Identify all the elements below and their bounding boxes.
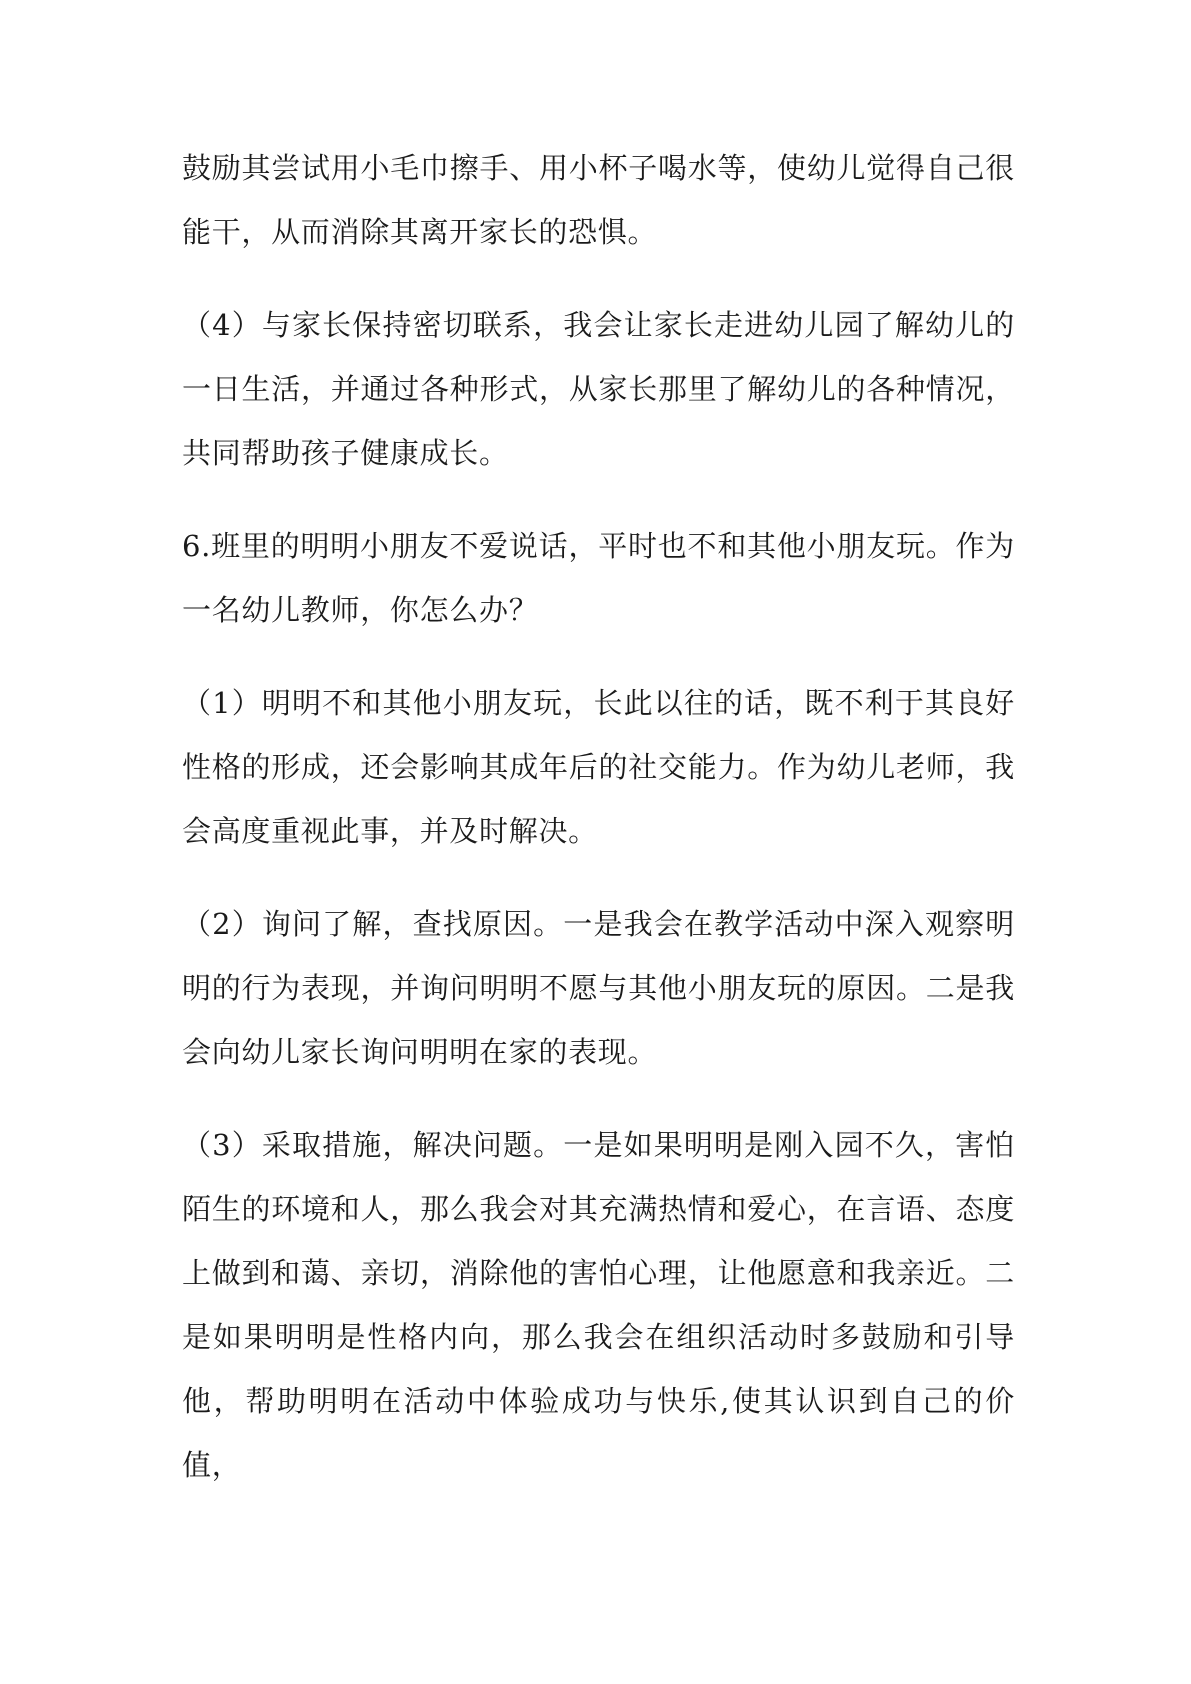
paragraph-point-4: （4）与家长保持密切联系，我会让家长走进幼儿园了解幼儿的一日生活，并通过各种形式，从家长那里了解幼儿的各种情况，共同帮助孩子健康成长。 xyxy=(182,308,1015,470)
paragraph-continuation: 鼓励其尝试用小毛巾擦手、用小杯子喝水等，使幼儿觉得自己很能干，从而消除其离开家长的恐惧。 xyxy=(182,151,1015,249)
question-6: 6.班里的明明小朋友不爱说话，平时也不和其他小朋友玩。作为一名幼儿教师，你怎么办？ xyxy=(182,529,1015,627)
answer-point-3: （3）采取措施，解决问题。一是如果明明是刚入园不久，害怕陌生的环境和人，那么我会对其充满热情和爱心，在言语、态度上做到和蔼、亲切，消除他的害怕心理，让他愿意和我亲近。二是如果明明是性格内向，那么我会在组织活动时多鼓励和引导他，帮助明明在活动中体验成功与快乐,使其认识到自己的价值， xyxy=(182,1128,1015,1482)
answer-point-1: （1）明明不和其他小朋友玩，长此以往的话，既不利于其良好性格的形成，还会影响其成年后的社交能力。作为幼儿老师，我会高度重视此事，并及时解决。 xyxy=(182,686,1015,848)
answer-point-2: （2）询问了解，查找原因。一是我会在教学活动中深入观察明明的行为表现，并询问明明不愿与其他小朋友玩的原因。二是我会向幼儿家长询问明明在家的表现。 xyxy=(182,907,1015,1069)
